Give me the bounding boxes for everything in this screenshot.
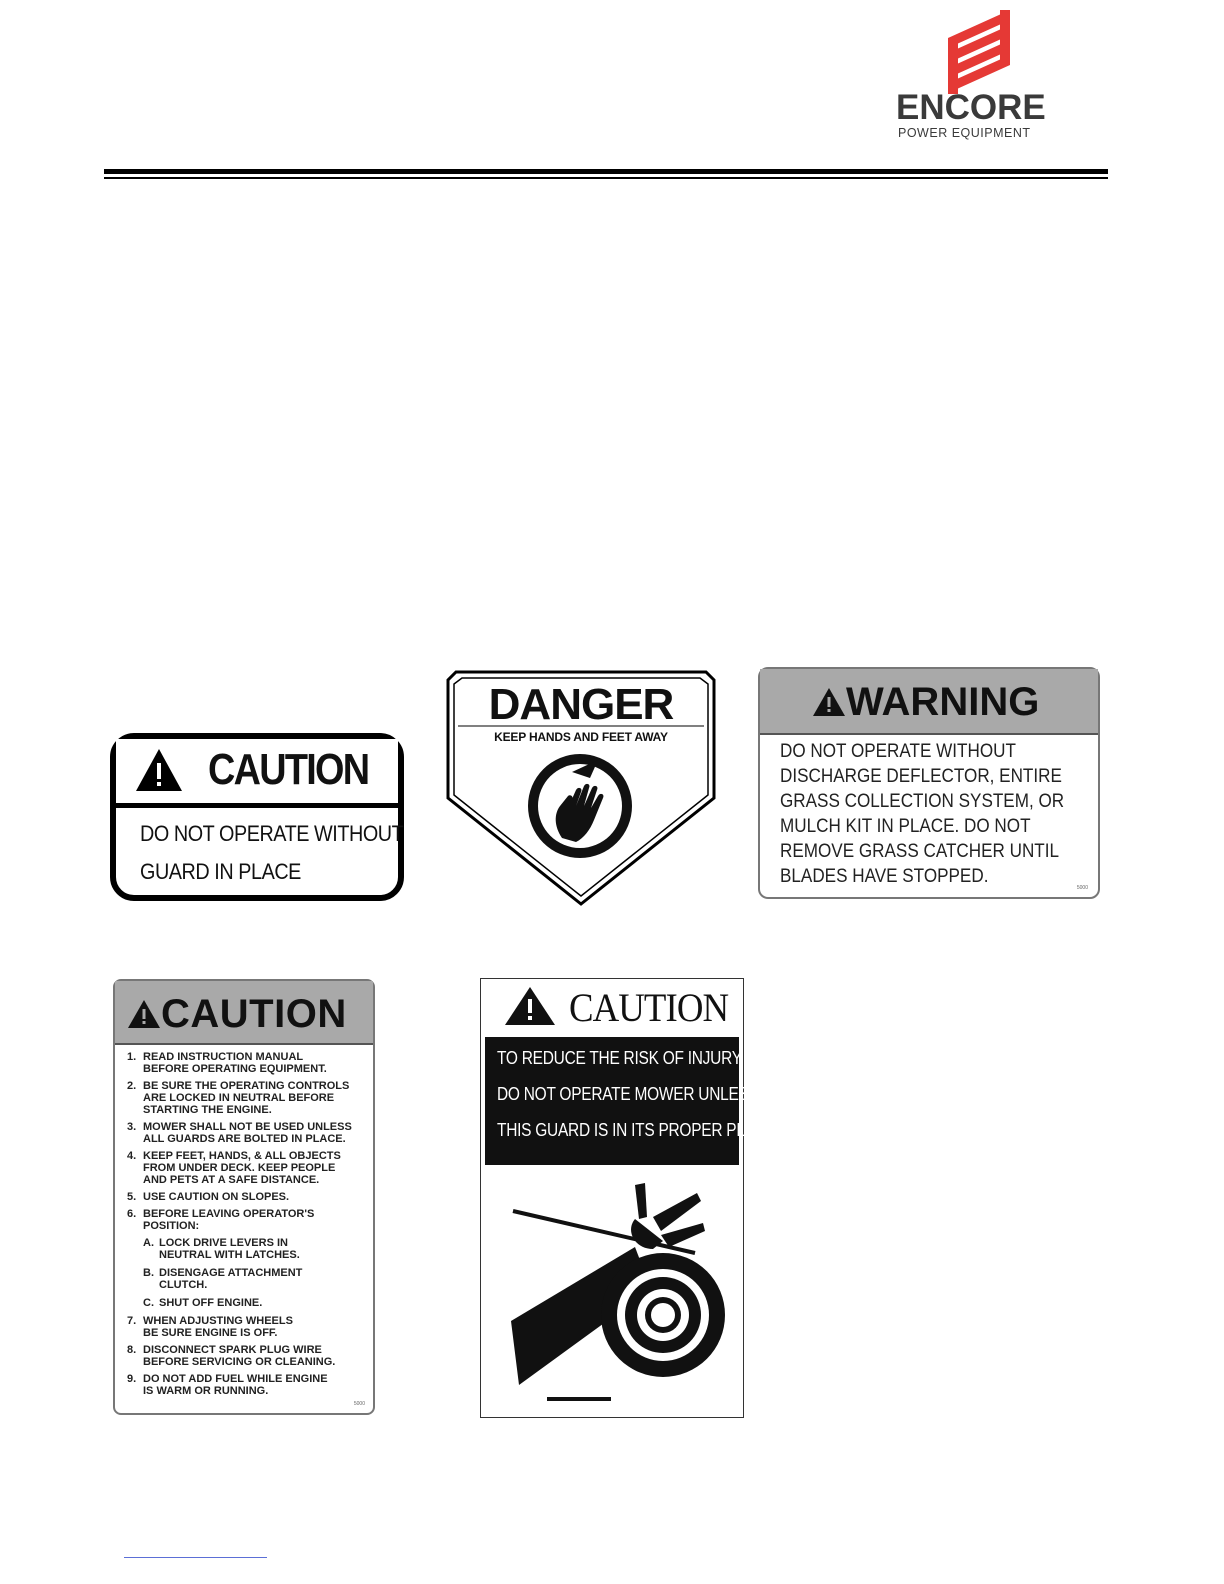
decal-text-line: DO NOT OPERATE MOWER UNLESS — [497, 1084, 759, 1104]
encore-logo — [890, 10, 1085, 138]
footer-link-underline — [124, 1557, 267, 1558]
decal-header: CAUTION — [208, 745, 369, 794]
decal-text-line: GRASS COLLECTION SYSTEM, OR — [780, 791, 1065, 812]
logo-mark-icon — [948, 10, 1010, 94]
instruction-item — [127, 1208, 371, 1232]
instruction-text-line: USE CAUTION ON SLOPES. — [143, 1191, 290, 1203]
decal-part-code: 5000 — [353, 1401, 365, 1407]
instruction-item — [127, 1315, 371, 1339]
instruction-number: 1. — [127, 1051, 137, 1063]
decal-caution-pulley — [480, 978, 776, 1418]
header-rule-thick — [104, 169, 1108, 174]
instruction-text-line: SHUT OFF ENGINE. — [159, 1297, 263, 1309]
instruction-item — [127, 1373, 371, 1397]
decal-text-line: TO REDUCE THE RISK OF INJURY — [497, 1048, 742, 1068]
decal-caution-guard — [110, 733, 404, 901]
instruction-text-line: BEFORE OPERATING EQUIPMENT. — [143, 1063, 327, 1075]
instruction-text-line: BEFORE LEAVING OPERATOR'S — [143, 1208, 315, 1220]
logo-tagline: POWER EQUIPMENT — [898, 126, 1031, 140]
instruction-number: 2. — [127, 1080, 137, 1092]
decal-header: DANGER — [488, 680, 674, 729]
warning-triangle-icon — [134, 747, 184, 793]
decal-text-line: DO NOT OPERATE WITHOUT — [140, 821, 404, 846]
instruction-number: 4. — [127, 1150, 137, 1162]
header-rule-thin — [104, 177, 1108, 179]
decal-text-line: REMOVE GRASS CATCHER UNTIL — [780, 841, 1060, 862]
instruction-number: 9. — [127, 1373, 137, 1385]
instruction-text-line: NEUTRAL WITH LATCHES. — [159, 1249, 300, 1261]
instruction-text-line: BEFORE SERVICING OR CLEANING. — [143, 1356, 336, 1368]
decal-part-code: 5000 — [1076, 885, 1088, 891]
decal-body — [780, 739, 1080, 889]
instruction-number: 5. — [127, 1191, 137, 1203]
instruction-list — [127, 1051, 371, 1402]
instruction-text-line: READ INSTRUCTION MANUAL — [143, 1051, 304, 1063]
decal-text-line: THIS GUARD IS IN ITS PROPER PLACE — [497, 1120, 776, 1140]
decal-text-line: BLADES HAVE STOPPED. — [780, 866, 989, 887]
instruction-item — [127, 1191, 371, 1203]
decal-text-line: GUARD IN PLACE — [140, 859, 301, 884]
warning-triangle-icon — [503, 985, 557, 1027]
decal-header: CAUTION — [569, 985, 729, 1030]
instruction-number: 8. — [127, 1344, 137, 1356]
instruction-text-line: BE SURE THE OPERATING CONTROLS — [143, 1080, 350, 1092]
instruction-text-line: POSITION: — [143, 1220, 200, 1232]
instruction-text-line: STARTING THE ENGINE. — [143, 1104, 272, 1116]
instruction-text-line: CLUTCH. — [159, 1279, 208, 1291]
instruction-text-line: LOCK DRIVE LEVERS IN — [159, 1237, 288, 1249]
instruction-number: 6. — [127, 1208, 137, 1220]
logo-wordmark: ENCORE — [896, 88, 1046, 127]
decal-black-panel — [485, 1037, 776, 1165]
instruction-item — [127, 1267, 371, 1291]
decal-caution-instructions — [113, 979, 375, 1415]
decal-header: CAUTION — [161, 992, 347, 1036]
warning-triangle-icon — [127, 999, 161, 1029]
instruction-text-line: IS WARM OR RUNNING. — [143, 1385, 269, 1397]
instruction-text-line: DISENGAGE ATTACHMENT — [159, 1267, 303, 1279]
decal-subheader: KEEP HANDS AND FEET AWAY — [494, 730, 668, 744]
belt-pulley-hand-icon — [485, 1171, 739, 1415]
instruction-text-line: MOWER SHALL NOT BE USED UNLESS — [143, 1121, 352, 1133]
instruction-text-line: ALL GUARDS ARE BOLTED IN PLACE. — [143, 1133, 346, 1145]
instruction-item — [127, 1297, 371, 1309]
instruction-text-line: AND PETS AT A SAFE DISTANCE. — [143, 1174, 320, 1186]
instruction-text-line: DISCONNECT SPARK PLUG WIRE — [143, 1344, 322, 1356]
decal-danger — [446, 670, 716, 906]
instruction-number: 3. — [127, 1121, 137, 1133]
instruction-number: 7. — [127, 1315, 137, 1327]
instruction-text-line: ARE LOCKED IN NEUTRAL BEFORE — [143, 1092, 335, 1104]
instruction-item — [127, 1051, 371, 1075]
instruction-text-line: KEEP FEET, HANDS, & ALL OBJECTS — [143, 1150, 341, 1162]
decal-warning — [758, 667, 1100, 899]
decal-header: WARNING — [846, 680, 1040, 724]
decal-text-line: MULCH KIT IN PLACE. DO NOT — [780, 816, 1031, 837]
instruction-number: B. — [143, 1267, 154, 1279]
instruction-number: C. — [143, 1297, 154, 1309]
instruction-item — [127, 1080, 371, 1116]
hand-blade-icon — [524, 750, 636, 862]
instruction-text-line: DO NOT ADD FUEL WHILE ENGINE — [143, 1373, 328, 1385]
instruction-item — [127, 1344, 371, 1368]
instruction-text-line: BE SURE ENGINE IS OFF. — [143, 1327, 278, 1339]
decal-text-line: DISCHARGE DEFLECTOR, ENTIRE — [780, 766, 1062, 787]
instruction-text-line: WHEN ADJUSTING WHEELS — [143, 1315, 293, 1327]
instruction-item — [127, 1150, 371, 1186]
instruction-item — [127, 1237, 371, 1261]
instruction-text-line: FROM UNDER DECK. KEEP PEOPLE — [143, 1162, 336, 1174]
decal-text-line: DO NOT OPERATE WITHOUT — [780, 741, 1016, 762]
instruction-item — [127, 1121, 371, 1145]
instruction-number: A. — [143, 1237, 154, 1249]
warning-triangle-icon — [812, 687, 846, 717]
